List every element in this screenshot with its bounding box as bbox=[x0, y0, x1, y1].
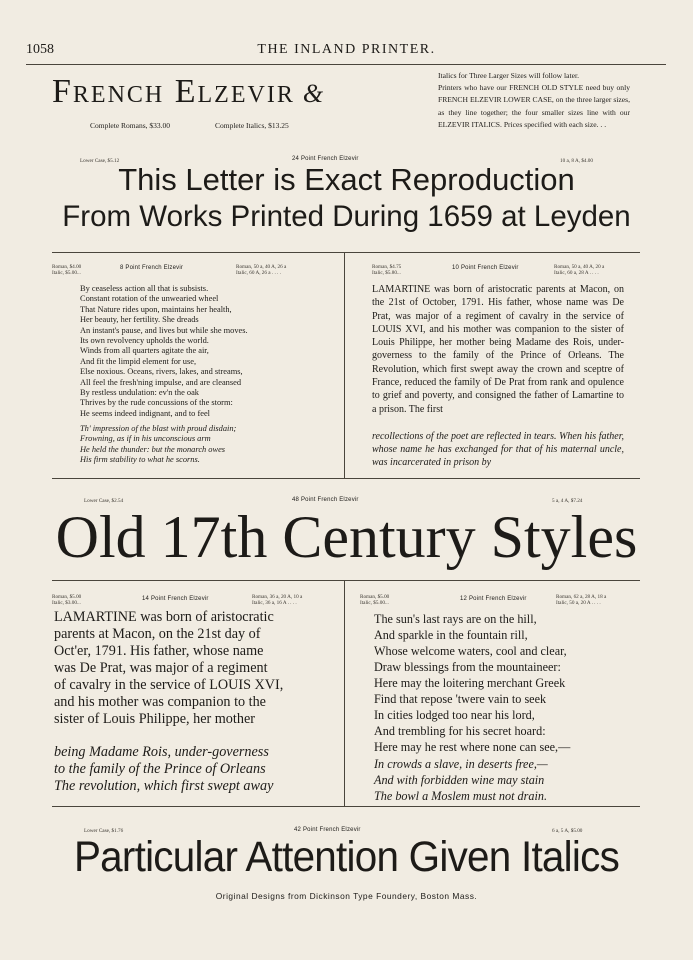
price-8-left: Roman, $4.00 Italic, $5.00... bbox=[52, 264, 82, 276]
header-rule bbox=[26, 64, 666, 65]
line: The revolution, which first swept away bbox=[54, 778, 274, 794]
line: sister of Louis Philippe, her mother bbox=[54, 711, 255, 727]
label-12: 12 Point French Elzevir bbox=[460, 596, 527, 602]
price-14-right: Roman, 36 a, 20 A, 10 a Italic, 36 a, 16 A . . . . bbox=[252, 594, 303, 606]
line: In crowds a slave, in deserts free,— bbox=[374, 757, 548, 771]
line: Whose welcome waters, cool and clear, bbox=[374, 644, 567, 658]
line: LAMARTINE was born of aristocratic bbox=[54, 609, 274, 625]
line: He held the thunder: but the monarch owes bbox=[80, 444, 226, 454]
line: His firm stability to what he scorns. bbox=[80, 455, 200, 465]
line: An instant's pause, and lives but while she moves. bbox=[80, 325, 248, 335]
line: being Madame Rois, under-governess bbox=[54, 744, 269, 760]
line: was De Prat, was major of a regiment bbox=[54, 660, 268, 676]
price-24-right: 10 a, 8 A, $4.00 bbox=[560, 158, 593, 164]
specimen-24-line-1: This Letter is Exact Reproduction bbox=[118, 162, 575, 197]
rule-above-42 bbox=[52, 806, 640, 807]
line: And sparkle in the fountain rill, bbox=[374, 628, 528, 642]
line: Draw blessings from the mountaineer: bbox=[374, 660, 561, 674]
line: Find that repose 'twere vain to seek bbox=[374, 692, 547, 706]
price-42-right: 6 a, 5 A, $5.00 bbox=[552, 828, 583, 834]
foundry-credit: Original Designs from Dickinson Type Foundery, Boston Mass. bbox=[215, 891, 478, 901]
price-14-left: Roman, $5.00 Italic, $3.00... bbox=[52, 594, 82, 606]
advert-notice bbox=[438, 70, 630, 131]
line: The sun's last rays are on the hill, bbox=[374, 612, 537, 626]
specimen-12-roman bbox=[374, 611, 644, 755]
label-8: 8 Point French Elzevir bbox=[120, 265, 184, 271]
column-divider-top bbox=[344, 252, 345, 478]
line: to the family of the Prince of Orleans bbox=[54, 761, 266, 777]
specimen-12-italic bbox=[374, 756, 644, 804]
specimen-8-roman bbox=[80, 284, 340, 419]
price-42-left: Lower Case, $1.76 bbox=[84, 828, 124, 834]
price-10-right: Roman, 50 a, 40 A, 20 a Italic, 60 a, 28 A . . . . bbox=[554, 264, 605, 276]
line: All feel the fresh'ning impulse, and are cleansed bbox=[80, 377, 242, 387]
line: of cavalry in the service of LOUIS XVI, bbox=[54, 677, 284, 693]
rule-above-8-10 bbox=[52, 252, 640, 253]
specimen-14-roman bbox=[54, 609, 344, 728]
label-24: 24 Point French Elzevir bbox=[292, 156, 359, 162]
line: Oct'er, 1791. His father, whose name bbox=[54, 643, 264, 659]
complete-romans-price: Complete Romans, $33.00 bbox=[90, 121, 170, 130]
line: He seems indeed indignant, and to feel bbox=[80, 408, 211, 418]
price-48-right: 5 a, 4 A, $7.24 bbox=[552, 498, 583, 504]
label-10: 10 Point French Elzevir bbox=[452, 265, 519, 271]
specimen-10-italic: recollections of the poet are reflected in tears. When his father, whose name he has exchanged for that of his maternal uncle, was incarcerated in prison by bbox=[372, 431, 624, 468]
rule-above-14-12 bbox=[52, 580, 640, 581]
french-elzevir-logo bbox=[52, 72, 382, 112]
line: and his mother was companion to the bbox=[54, 694, 266, 710]
line: Thrives by the rude concussions of the storm: bbox=[80, 398, 233, 408]
specimen-10-roman: LAMARTINE was born of aristocratic parents at Macon, on the 21st of October, 1791. His father, whose name was De Prat, was major of a regiment of cavalry in the service of LOUIS XVI, and his mother was companion to the sister of Louis Philippe, her mother being Madame des Rois, under-governess to the family of the Prince of Orleans. The Revolution, which first swept away the crown and sceptre of France, reduced the family of De Prat from rank and opulence to grief and poverty, and consigned the father of Lamartine to a prison. The first bbox=[372, 284, 624, 415]
line: The bowl a Moslem must not drain. bbox=[374, 789, 547, 803]
logo-flourish: & bbox=[302, 79, 324, 108]
line: And trembling for his secret hoard: bbox=[374, 724, 546, 738]
line: Winds from all quarters agitate the air, bbox=[80, 346, 209, 356]
specimen-42-line: Particular Attention Given Italics bbox=[73, 833, 620, 881]
line: That Nature rides upon, maintains her health, bbox=[80, 304, 232, 314]
column-divider-bottom bbox=[344, 580, 345, 806]
label-14: 14 Point French Elzevir bbox=[142, 596, 209, 602]
line: Her beauty, her fertility. She dreads bbox=[80, 315, 199, 325]
page-number: 1058 bbox=[26, 42, 54, 57]
line: Here may the loitering merchant Greek bbox=[374, 676, 566, 690]
price-10-left: Roman, $4.75 Italic, $5.80... bbox=[372, 264, 402, 276]
price-48-left: Lower Case, $2.54 bbox=[84, 498, 124, 504]
label-48: 48 Point French Elzevir bbox=[292, 497, 359, 503]
rule-above-48 bbox=[52, 478, 640, 479]
line: And fit the limpid element for use, bbox=[80, 356, 197, 366]
price-12-right: Roman, 62 a, 28 A, 18 a Italic, 50 a, 20 A . . . . bbox=[556, 594, 607, 606]
running-title: THE INLAND PRINTER. bbox=[257, 42, 436, 57]
line: Frowning, as if in his unconscious arm bbox=[80, 434, 211, 444]
line: Else noxious. Oceans, rivers, lakes, and streams, bbox=[80, 367, 243, 377]
specimen-8-italic bbox=[80, 424, 340, 466]
specimen-24-line-2: From Works Printed During 1659 at Leyden bbox=[62, 200, 631, 233]
line: By ceaseless action all that is subsists. bbox=[80, 284, 209, 293]
line: Its own revolvency upholds the world. bbox=[80, 336, 209, 346]
label-42: 42 Point French Elzevir bbox=[294, 827, 361, 833]
specimen-48-line: Old 17th Century Styles bbox=[55, 504, 638, 570]
line: In cities lodged too near his lord, bbox=[374, 708, 535, 722]
line: And with forbidden wine may stain bbox=[374, 773, 545, 787]
price-8-right: Roman, 50 a, 40 A, 26 a Italic, 60 A, 26 a . . . . bbox=[236, 264, 287, 276]
line: Here may he rest where none can see,— bbox=[374, 740, 571, 754]
price-24-left: Lower Case, $5.12 bbox=[80, 158, 120, 164]
logo-text: French Elzevir bbox=[52, 73, 295, 110]
line: parents at Macon, on the 21st day of bbox=[54, 626, 261, 642]
line: Th' impression of the blast with proud disdain; bbox=[80, 424, 237, 433]
price-12-left: Roman, $5.00 Italic, $5.00... bbox=[360, 594, 390, 606]
line: Constant rotation of the unwearied wheel bbox=[80, 294, 219, 304]
notice-line-2: Printers who have our FRENCH OLD STYLE need buy only FRENCH ELZEVIR LOWER CASE, on the three larger sizes, as they line together; the four smaller sizes line with our ELZEVIR ITALICS. Prices specified with each size. . . bbox=[438, 83, 630, 129]
specimen-14-italic bbox=[54, 744, 344, 795]
notice-line-1: Italics for Three Larger Sizes will follow later. bbox=[438, 71, 579, 80]
line: By restless undulation: ev'n the oak bbox=[80, 388, 199, 398]
complete-italics-price: Complete Italics, $13.25 bbox=[215, 121, 289, 130]
